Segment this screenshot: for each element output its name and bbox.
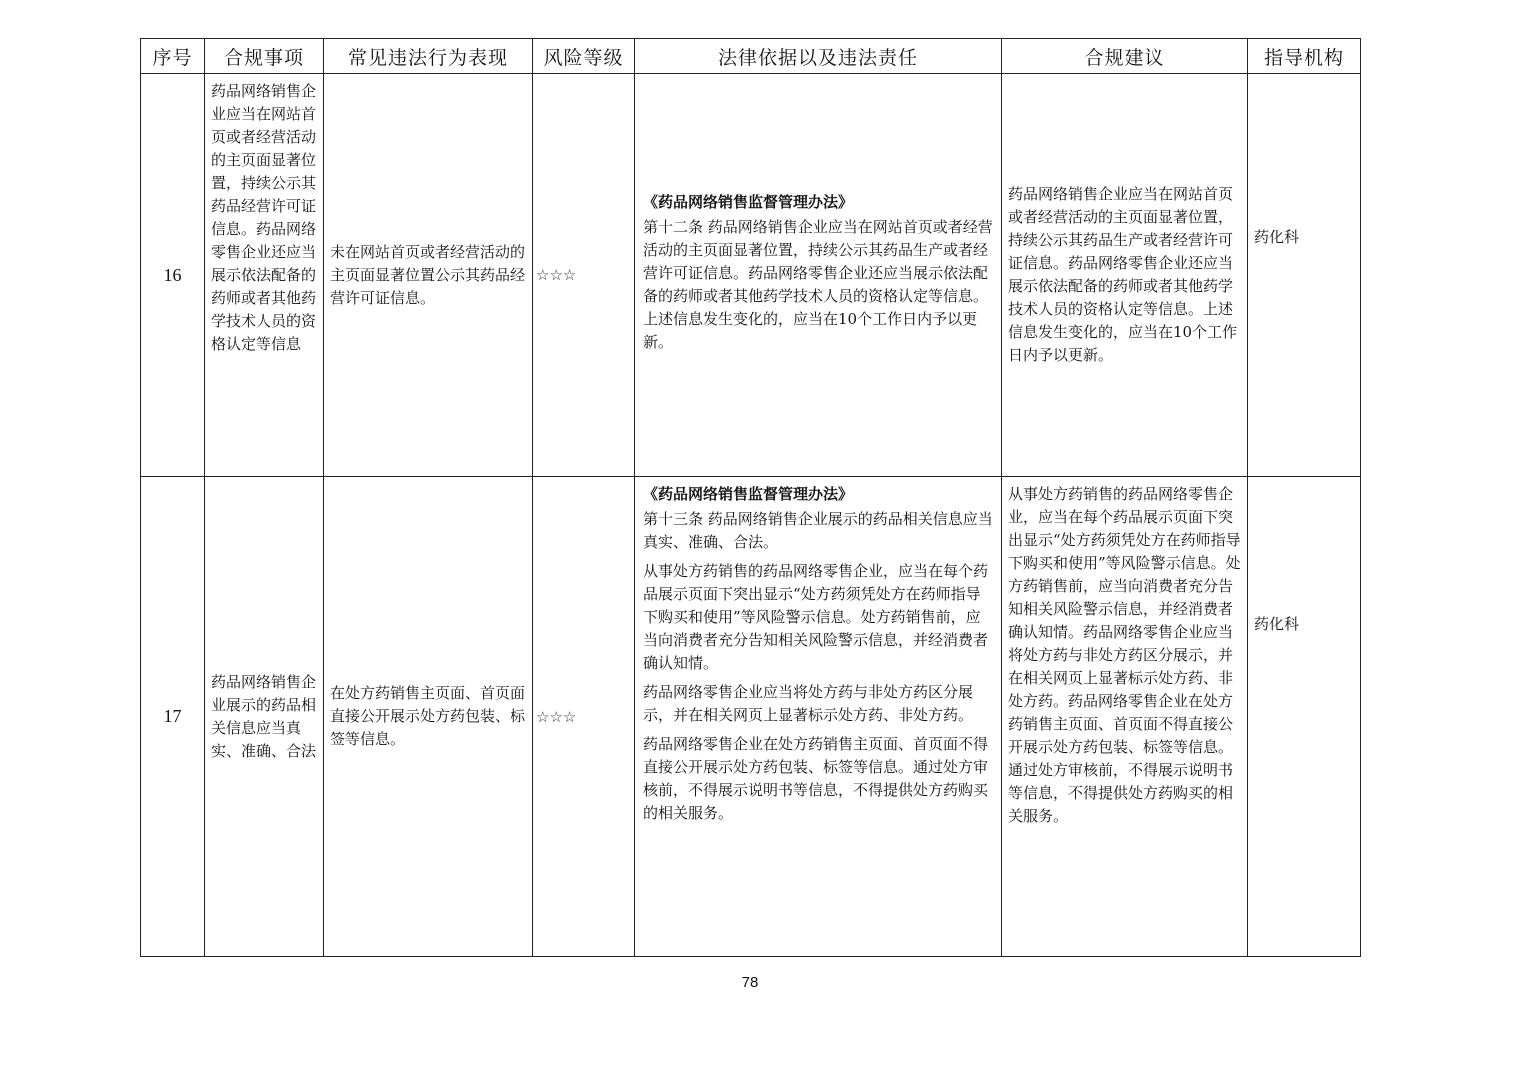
advice-text: 从事处方药销售的药品网络零售企业，应当在每个药品展示页面下突出显示“处方药须凭处方在药师指导下购买和使用”等风险警示信息。处方药销售前，应当向消费者充分告知相关风险警示信息，并经消费者确认知情。药品网络零售企业应当将处方药与非处方药区分展示，并在相关网页上显著标示处方药、非处方药。药品网络零售企业在处方药销售主页面、首页面不得直接公开展示处方药包装、标签等信息。通过处方审核前，不得展示说明书等信息，不得提供处方药购买的相关服务。 — [1008, 485, 1241, 825]
law-paragraph: 药品网络零售企业应当将处方药与非处方药区分展示，并在相关网页上显著标示处方药、非处方药。 — [643, 683, 974, 724]
guidance-org: 药化科 — [1254, 228, 1300, 246]
page-number: 78 — [741, 974, 759, 991]
advice-cell — [1002, 477, 1248, 957]
risk-cell — [533, 477, 635, 957]
law-title: 《药品网络销售监督管理办法》 — [643, 192, 854, 211]
advice-cell — [1002, 74, 1248, 477]
org-cell — [1248, 74, 1361, 477]
advice-text: 药品网络销售企业应当在网站首页或者经营活动的主页面显著位置，持续公示其药品生产或者经营许可证信息。药品网络零售企业还应当展示依法配备的药师或者其他药学技术人员的资格认定等信息。上述信息发生变化的，应当在10个工作日内予以更新。 — [1008, 185, 1238, 364]
law-cell — [635, 477, 1002, 957]
compliance-item-cell — [205, 74, 324, 477]
guidance-org: 药化科 — [1254, 615, 1300, 633]
risk-level-stars: ☆☆☆ — [536, 707, 577, 726]
row-number: 16 — [141, 74, 205, 477]
header-seq: 序号 — [141, 39, 205, 74]
law-paragraph: 药品网络零售企业在处方药销售主页面、首页面不得直接公开展示处方药包装、标签等信息。通过处方审核前，不得展示说明书等信息，不得提供处方药购买的相关服务。 — [643, 735, 989, 822]
header-row — [141, 39, 1361, 74]
violation-text: 在处方药销售主页面、首页面直接公开展示处方药包装、标签等信息。 — [330, 684, 526, 748]
compliance-table — [140, 38, 1361, 957]
risk-cell — [533, 74, 635, 477]
violation-text: 未在网站首页或者经营活动的主页面显著位置公示其药品经营许可证信息。 — [330, 242, 526, 307]
violation-cell — [324, 74, 533, 477]
header-law: 法律依据以及违法责任 — [635, 39, 1002, 74]
law-paragraph: 第十三条 药品网络销售企业展示的药品相关信息应当真实、准确、合法。 — [643, 510, 993, 551]
compliance-item-cell — [205, 477, 324, 957]
header-item: 合规事项 — [205, 39, 324, 74]
header-violation: 常见违法行为表现 — [324, 39, 533, 74]
row-number: 17 — [141, 477, 205, 957]
law-paragraph: 第十二条 药品网络销售企业应当在网站首页或者经营活动的主页面显著位置，持续公示其药品生产或者经营许可证信息。药品网络零售企业还应当展示依法配备的药师或者其他药学技术人员的资格认定等信息。上述信息发生变化的，应当在10个工作日内予以更新。 — [643, 217, 993, 351]
law-cell — [635, 74, 1002, 477]
org-cell — [1248, 477, 1361, 957]
violation-cell — [324, 477, 533, 957]
header-org: 指导机构 — [1248, 39, 1361, 74]
law-paragraph: 从事处方药销售的药品网络零售企业，应当在每个药品展示页面下突出显示“处方药须凭处方在药师指导下购买和使用”等风险警示信息。处方药销售前，应当向消费者充分告知相关风险警示信息，并经消费者确认知情。 — [643, 562, 989, 672]
table-row — [141, 477, 1361, 957]
risk-level-stars: ☆☆☆ — [536, 266, 577, 284]
header-risk: 风险等级 — [533, 39, 635, 74]
compliance-item-text: 药品网络销售企业应当在网站首页或者经营活动的主页面显著位置，持续公示其药品经营许可证信息。药品网络零售企业还应当展示依法配备的药师或者其他药学技术人员的资格认定等信息 — [211, 82, 317, 353]
table-row — [141, 74, 1361, 477]
compliance-item-text: 药品网络销售企业展示的药品相关信息应当真实、准确、合法 — [211, 672, 317, 760]
law-title: 《药品网络销售监督管理办法》 — [643, 485, 854, 503]
header-advice: 合规建议 — [1002, 39, 1248, 74]
